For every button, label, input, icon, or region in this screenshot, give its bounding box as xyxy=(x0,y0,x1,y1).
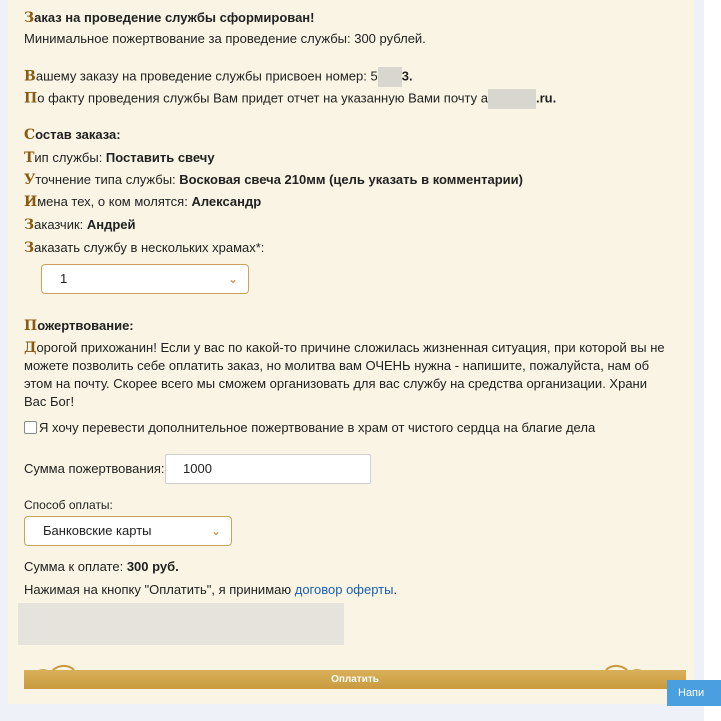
churches-count-select[interactable]: 1 ⌄ xyxy=(41,264,249,294)
order-heading: Заказ на проведение службы сформирован! xyxy=(24,10,315,26)
payment-method-label: Способ оплаты: xyxy=(24,498,113,512)
report-email-line: По факту проведения службы Вам придет отчет на указанную Вами почту a .ru. xyxy=(24,89,556,109)
redacted-order-number xyxy=(378,67,402,87)
extra-donation-checkbox[interactable] xyxy=(24,421,37,434)
order-number-line: Вашему заказу на проведение службы присвоен номер: 5 3. xyxy=(24,67,413,87)
payment-method-select[interactable]: Банковские карты ⌄ xyxy=(24,516,232,546)
min-donation-text: Минимальное пожертвование за проведение службы: 300 рублей. xyxy=(24,31,426,46)
multiple-churches-label: Заказать службу в нескольких храмах*: xyxy=(24,240,265,256)
composition-title: Состав заказа: xyxy=(24,127,121,143)
agreement-line: Нажимая на кнопку "Оплатить", я принимаю договор оферты. xyxy=(24,582,398,597)
total-line: Сумма к оплате: 300 руб. xyxy=(24,559,179,574)
extra-donation-label: Я хочу перевести дополнительное пожертвование в храм от чистого сердца на благие дела xyxy=(39,420,596,435)
service-detail-line: Уточнение типа службы: Восковая свеча 210мм (цель указать в комментарии) xyxy=(24,172,523,188)
donation-title: Пожертвование: xyxy=(24,318,134,334)
customer-line: Заказчик: Андрей xyxy=(24,217,136,233)
chevron-down-icon: ⌄ xyxy=(210,524,221,538)
offer-agreement-link[interactable]: договор оферты xyxy=(294,582,394,597)
page-edge xyxy=(704,0,721,721)
pay-button[interactable]: Оплатить xyxy=(24,670,686,689)
donation-text: Дорогой прихожанин! Если у вас по какой-то причине сложилась жизненная ситуация, при которой вы не можете позволить себе оплатить заказ, но молитва вам ОЧЕНЬ нужна - напишите, пожалуйста, нам об этом на почту. Скорее всего мы сможем организовать для вас службу на средства организации. Храни Вас Бог! xyxy=(24,340,665,409)
amount-input[interactable]: 1000 xyxy=(165,454,371,484)
redacted-block xyxy=(18,603,344,645)
chevron-down-icon: ⌄ xyxy=(227,272,238,286)
chat-button[interactable]: Напи xyxy=(667,680,721,706)
names-line: Имена тех, о ком молятся: Александр xyxy=(24,194,262,210)
amount-label: Сумма пожертвования: xyxy=(24,461,165,476)
redacted-email xyxy=(488,89,536,109)
dropcap: З xyxy=(24,10,35,26)
service-type-line: Тип службы: Поставить свечу xyxy=(24,150,215,166)
